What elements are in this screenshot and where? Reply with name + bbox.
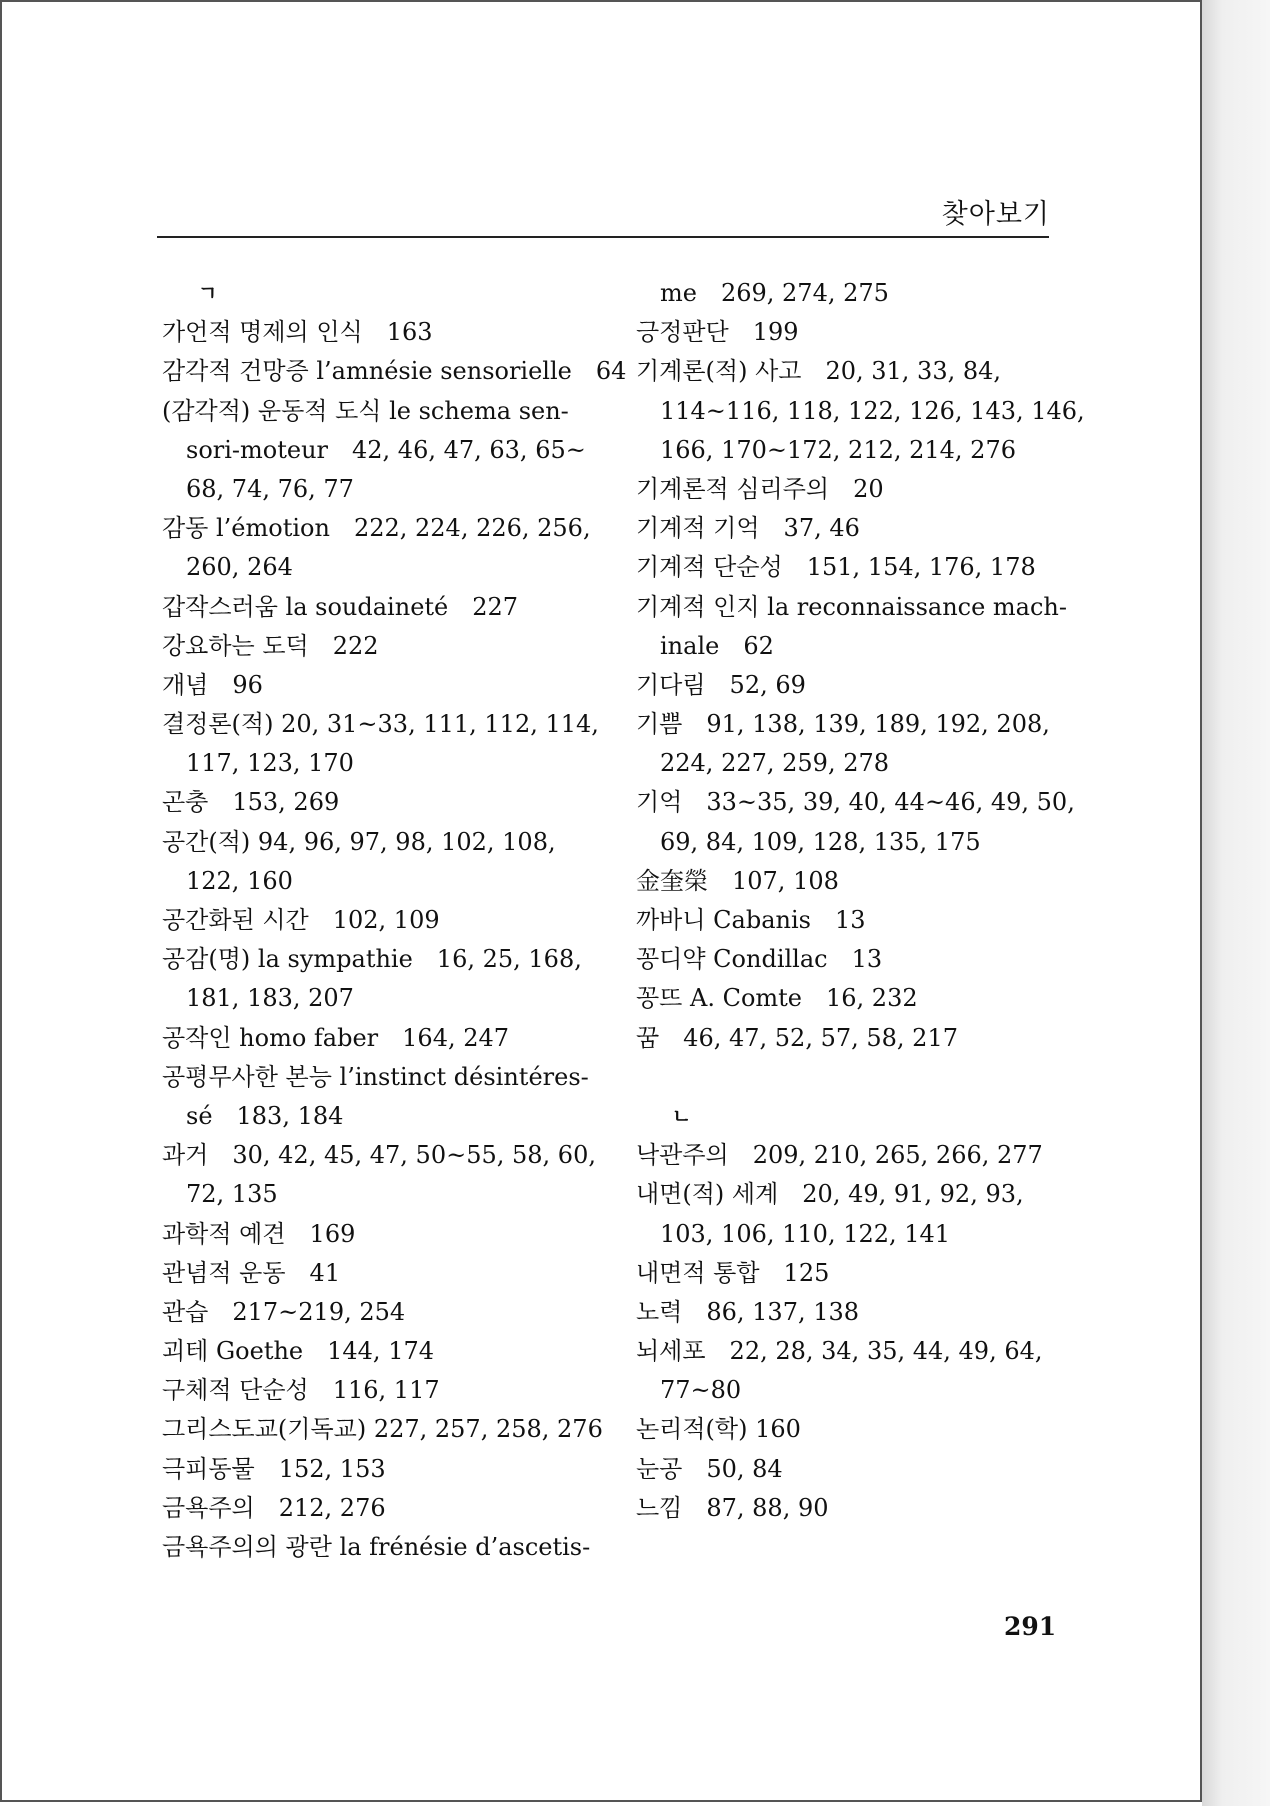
index-entry: (감각적) 운동적 도식 le schema sen- (162, 396, 569, 425)
index-entry-continuation: 224, 227, 259, 278 (660, 749, 890, 778)
index-entry-continuation: 122, 160 (186, 866, 293, 895)
running-title: 찾아보기 (941, 199, 1050, 230)
index-entry: 기억 33~35, 39, 40, 44~46, 49, 50, (636, 788, 1075, 817)
index-entry: 기계적 기억 37, 46 (636, 514, 860, 543)
index-entry: 금욕주의의 광란 la frénésie d’ascetis- (162, 1533, 591, 1561)
index-entry: 뇌세포 22, 28, 34, 35, 44, 49, 64, (636, 1337, 1043, 1366)
index-entry: 기계적 단순성 151, 154, 176, 178 (636, 553, 1036, 582)
index-entry: 감동 l’émotion 222, 224, 226, 256, (162, 514, 591, 543)
index-entry-continuation: inale 62 (660, 631, 774, 660)
index-column-right (636, 274, 1085, 1528)
index-entry: 꽁뜨 A. Comte 16, 232 (636, 984, 918, 1013)
index-entry-continuation: 103, 106, 110, 122, 141 (660, 1219, 951, 1248)
index-entry: 꿈 46, 47, 52, 57, 58, 217 (636, 1023, 958, 1052)
index-entry: 내면(적) 세계 20, 49, 91, 92, 93, (636, 1180, 1024, 1209)
index-entry: 공작인 homo faber 164, 247 (162, 1023, 510, 1052)
index-entry: 공감(명) la sympathie 16, 25, 168, (162, 945, 582, 974)
page-number: 291 (1004, 1612, 1057, 1641)
index-entry-continuation: sé 183, 184 (186, 1101, 344, 1130)
index-entry: 느낌 87, 88, 90 (636, 1493, 829, 1522)
index-entry: 극피동물 152, 153 (162, 1454, 386, 1483)
index-entry: 가언적 명제의 인식 163 (162, 318, 433, 347)
index-entry: 金奎榮 107, 108 (636, 866, 839, 895)
index-entry: 괴테 Goethe 144, 174 (162, 1337, 435, 1366)
blank-line (636, 1058, 1068, 1097)
index-entry-continuation: 166, 170~172, 212, 214, 276 (660, 435, 1016, 464)
index-entry: 곤충 153, 269 (162, 788, 340, 817)
index-entry: 갑작스러움 la soudaineté 227 (162, 592, 519, 621)
index-entry: 낙관주의 209, 210, 265, 266, 277 (636, 1141, 1043, 1170)
index-entry: 꽁디약 Condillac 13 (636, 945, 883, 974)
index-entry: 강요하는 도덕 222 (162, 631, 379, 660)
index-entry: 과거 30, 42, 45, 47, 50~55, 58, 60, (162, 1141, 596, 1170)
index-entry: 개념 96 (162, 670, 263, 699)
index-entry: 결정론(적) 20, 31~33, 111, 112, 114, (162, 710, 599, 739)
index-entry: 관습 217~219, 254 (162, 1297, 406, 1326)
index-entry-continuation: sori-moteur 42, 46, 47, 63, 65~ (186, 435, 586, 464)
index-entry: 논리적(학) 160 (636, 1415, 801, 1444)
index-entry: 과학적 예견 169 (162, 1219, 356, 1248)
section-letter: ㄴ (672, 1103, 692, 1128)
index-entry: 기쁨 91, 138, 139, 189, 192, 208, (636, 710, 1050, 739)
index-entry-continuation: me 269, 274, 275 (660, 279, 889, 307)
index-entry: 감각적 건망증 l’amnésie sensorielle 64 (162, 357, 627, 386)
index-entry: 그리스도교(기독교) 227, 257, 258, 276 (162, 1415, 603, 1444)
index-entry: 금욕주의 212, 276 (162, 1493, 386, 1522)
index-entry: 기계적 인지 la reconnaissance mach- (636, 592, 1068, 621)
index-entry-continuation: 114~116, 118, 122, 126, 143, 146, (660, 396, 1085, 425)
index-entry: 기계론(적) 사고 20, 31, 33, 84, (636, 357, 1002, 386)
header-rule (157, 236, 1049, 238)
index-entry: 구체적 단순성 116, 117 (162, 1376, 440, 1405)
index-entry-continuation: 77~80 (660, 1376, 742, 1405)
index-entry: 관념적 운동 41 (162, 1258, 341, 1287)
index-entry: 공평무사한 본능 l’instinct désintéres- (162, 1062, 589, 1091)
index-entry-continuation: 117, 123, 170 (186, 749, 354, 778)
index-entry: 긍정판단 199 (636, 318, 799, 347)
index-entry: 기계론적 심리주의 20 (636, 474, 884, 503)
index-entry: 노력 86, 137, 138 (636, 1297, 860, 1326)
index-entry: 눈공 50, 84 (636, 1454, 783, 1483)
index-entry: 공간화된 시간 102, 109 (162, 906, 440, 934)
index-entry: 내면적 통합 125 (636, 1258, 830, 1287)
page-margin (1202, 0, 1270, 1806)
index-entry: 공간(적) 94, 96, 97, 98, 102, 108, (162, 827, 556, 856)
section-letter: ㄱ (198, 281, 218, 305)
index-column-left (162, 274, 627, 1567)
index-entry-continuation: 68, 74, 76, 77 (186, 474, 354, 503)
index-entry-continuation: 69, 84, 109, 128, 135, 175 (660, 827, 981, 856)
index-entry-continuation: 181, 183, 207 (186, 984, 354, 1013)
index-entry-continuation: 260, 264 (186, 553, 293, 582)
index-entry: 까바니 Cabanis 13 (636, 906, 866, 934)
index-entry: 기다림 52, 69 (636, 670, 806, 699)
index-entry-continuation: 72, 135 (186, 1180, 278, 1209)
